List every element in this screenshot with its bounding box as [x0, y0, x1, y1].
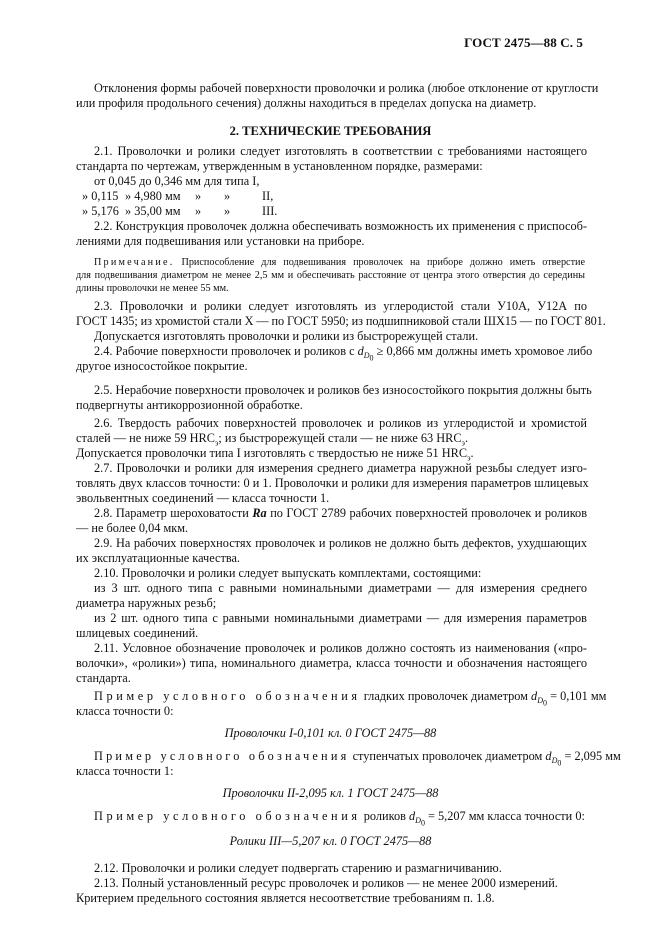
p2-7-line-1: 2.7. Проволочки и ролики для измерения среднего диаметра наружной резьбы следует изго-: [94, 461, 587, 475]
p2-13-line-2: Критерием предельного состояния является несоответствие требованиям п. 1.8.: [76, 891, 495, 905]
p2-4-line-2: другое износостойкое покрытие.: [76, 359, 248, 373]
p2-6-sub: э: [461, 438, 465, 448]
size-cell: »: [224, 204, 231, 218]
note-text: Приспособление для подвешивания проволочек на приборе должно иметь отверстие: [181, 257, 585, 268]
size-cell: III.: [262, 204, 278, 218]
p2-8-line-2: — не более 0,04 мкм.: [76, 521, 189, 535]
p2-2-line-1: 2.2. Конструкция проволочек должна обеспечивать возможность их применения с приспособ-: [94, 219, 587, 233]
p2-7-line-2: товлять двух классов точности: 0 и 1. Проволочки и ролики для измерения параметров шлицевых: [76, 476, 589, 490]
p2-4-symbol: d: [357, 344, 364, 358]
intro-line-1: Отклонения формы рабочей поверхности проволочки и ролика (любое отклонение от круглости: [94, 81, 599, 95]
example-text: роликов: [363, 809, 406, 823]
p2-6-line-1: 2.6. Твердость рабочих поверхностей проволочек и роликов из углеродистой и хромистой: [94, 416, 587, 430]
size-cell: » 5,176: [82, 204, 119, 218]
p2-8-ra: Ra: [252, 506, 267, 520]
p2-3-line-2: ГОСТ 1435; из хромистой стали Х — по ГОСТ 5950; из подшипниковой стали ШХ15 — по ГОСТ 801.: [76, 314, 606, 328]
example-2-line-2: класса точности 1:: [76, 764, 174, 778]
page-header: ГОСТ 2475—88 С. 5: [464, 35, 583, 50]
p2-6-text-c: .: [464, 431, 469, 445]
size-cell: » 0,115: [82, 189, 119, 203]
p2-1-line-3: от 0,045 до 0,346 мм для типа I,: [94, 174, 260, 188]
example-2-line-1: Пример условного обозначения ступенчатых проволочек диаметром $d_{D_0} = 2,095$ мм: [94, 749, 621, 769]
note-label: Примечание.: [94, 257, 175, 268]
example-2-designation: Проволочки II-2,095 кл. 1 ГОСТ 2475—88: [222, 786, 439, 800]
p2-8-line-1: [94, 506, 587, 521]
example-text: гладких проволочек диаметром: [363, 689, 528, 703]
p2-11-line-2: волочки», «ролики») типа, номинального диаметра, класса точности и обозначения настоящего: [76, 656, 587, 670]
example-text: ступенчатых проволочек диаметром: [352, 749, 543, 763]
p2-8-text-b: по ГОСТ 2789 рабочих поверхностей проволочек и роликов: [270, 506, 588, 520]
example-label: Пример условного обозначения: [94, 749, 350, 763]
size-cell: »: [195, 204, 202, 218]
example-3-line-1: Пример условного обозначения роликов $d_{D_0} = 5,207$ мм класса точности 0:: [94, 809, 585, 829]
p2-9-line-1: 2.9. На рабочих поверхностях проволочек и роликов не должно быть дефектов, ухудшающих: [94, 536, 587, 550]
note-line-2: для подвешивания диаметром не менее 2,5 мм и обеспечивать расстояние от центра этого отверстия до середины: [76, 270, 585, 281]
p2-6-sub: э: [467, 453, 471, 463]
size-cell: »: [224, 189, 231, 203]
p2-4-text-a: 2.4. Рабочие поверхности проволочек и роликов с: [94, 344, 355, 358]
p2-11-line-3: стандарта.: [76, 671, 131, 685]
size-cell: » 35,00 мм: [125, 204, 181, 218]
example-1-designation: Проволочки I-0,101 кл. 0 ГОСТ 2475—88: [224, 726, 437, 740]
p2-4-text-b: ≥ 0,866 мм должны иметь хромовое либо: [376, 344, 593, 358]
example-1-line-2: класса точности 0:: [76, 704, 174, 718]
p2-10-line-1: 2.10. Проволочки и ролики следует выпускать комплектами, состоящими:: [94, 566, 482, 580]
size-cell: II,: [262, 189, 274, 203]
p2-6-text-d: Допускается проволочки типа I изготовлять с твердостью не ниже 51 HRC: [76, 446, 468, 460]
p2-12-line: 2.12. Проволочки и ролики следует подвергать старению и размагничиванию.: [94, 861, 502, 875]
example-3-designation: Ролики III—5,207 кл. 0 ГОСТ 2475—88: [229, 834, 432, 848]
p2-9-line-2: их эксплуатационные качества.: [76, 551, 241, 565]
p2-6-text-b: ; из быстрорежущей стали — не ниже 63 HRC: [218, 431, 462, 445]
p2-8-text-a: 2.8. Параметр шероховатости: [94, 506, 249, 520]
p2-7-line-3: эвольвентных соединений — класса точности 1.: [76, 491, 330, 505]
p2-1-line-1: 2.1. Проволочки и ролики следует изготовлять в соответствии с требованиями настоящего: [94, 144, 587, 158]
p2-5-line-2: подвергнуты антикоррозионной обработке.: [76, 398, 303, 412]
example-label: Пример условного обозначения: [94, 809, 361, 823]
p2-1-line-2: стандарта по чертежам, утвержденным в установленном порядке, размерами:: [76, 159, 483, 173]
p2-6-text-a: сталей — не ниже 59 HRC: [76, 431, 215, 445]
example-value: = 5,207 мм класса точности 0:: [428, 809, 585, 823]
p2-10-line-2: из 3 шт. одного типа с равными номинальными диаметрами — для измерения среднего: [94, 581, 587, 595]
p2-10-line-4: из 2 шт. одного типа с равными номинальными диаметрами — для измерения параметров: [94, 611, 587, 625]
p2-13-line-1: 2.13. Полный установленный ресурс проволочек и роликов — не менее 2000 измерений.: [94, 876, 558, 890]
intro-line-2: или профиля продольного сечения) должны находиться в пределах допуска на диаметр.: [76, 96, 537, 110]
p2-2-line-2: лениями для подвешивания или установки на приборе.: [76, 234, 365, 248]
size-cell: »: [195, 189, 202, 203]
p2-6-text-e: .: [470, 446, 474, 460]
p2-4-sub2: 0: [369, 354, 374, 364]
p2-4-sub: D: [363, 351, 370, 361]
p2-6-sub: э: [214, 438, 219, 448]
example-1-line-1: Пример условного обозначения гладких проволочек диаметром $d_{D_0} = 0,101$ мм: [94, 689, 607, 709]
p2-3-line-1: 2.3. Проволочки и ролики следует изготовлять из углеродистой стали У10А, У12А по: [94, 299, 587, 313]
example-value: = 0,101 мм: [550, 689, 607, 703]
example-label: Пример условного обозначения: [94, 689, 361, 703]
p2-10-line-3: диаметра наружных резьб;: [76, 596, 217, 610]
p2-10-line-5: шлицевых соединений.: [76, 626, 199, 640]
p2-5-line-1: 2.5. Нерабочие поверхности проволочек и роликов без износостойкого покрытия должны быть: [94, 383, 592, 397]
p2-11-line-1: 2.11. Условное обозначение проволочек и роликов должно состоять из наименования («про-: [94, 641, 587, 655]
size-cell: » 4,980 мм: [125, 189, 181, 203]
note-line-3: длины проволочки не менее 55 мм.: [76, 283, 229, 294]
example-value: = 2,095 мм: [564, 749, 621, 763]
p2-3-line-3: Допускается изготовлять проволочки и ролики из быстрорежущей стали.: [94, 329, 479, 343]
section-title: 2. ТЕХНИЧЕСКИЕ ТРЕБОВАНИЯ: [229, 124, 432, 138]
